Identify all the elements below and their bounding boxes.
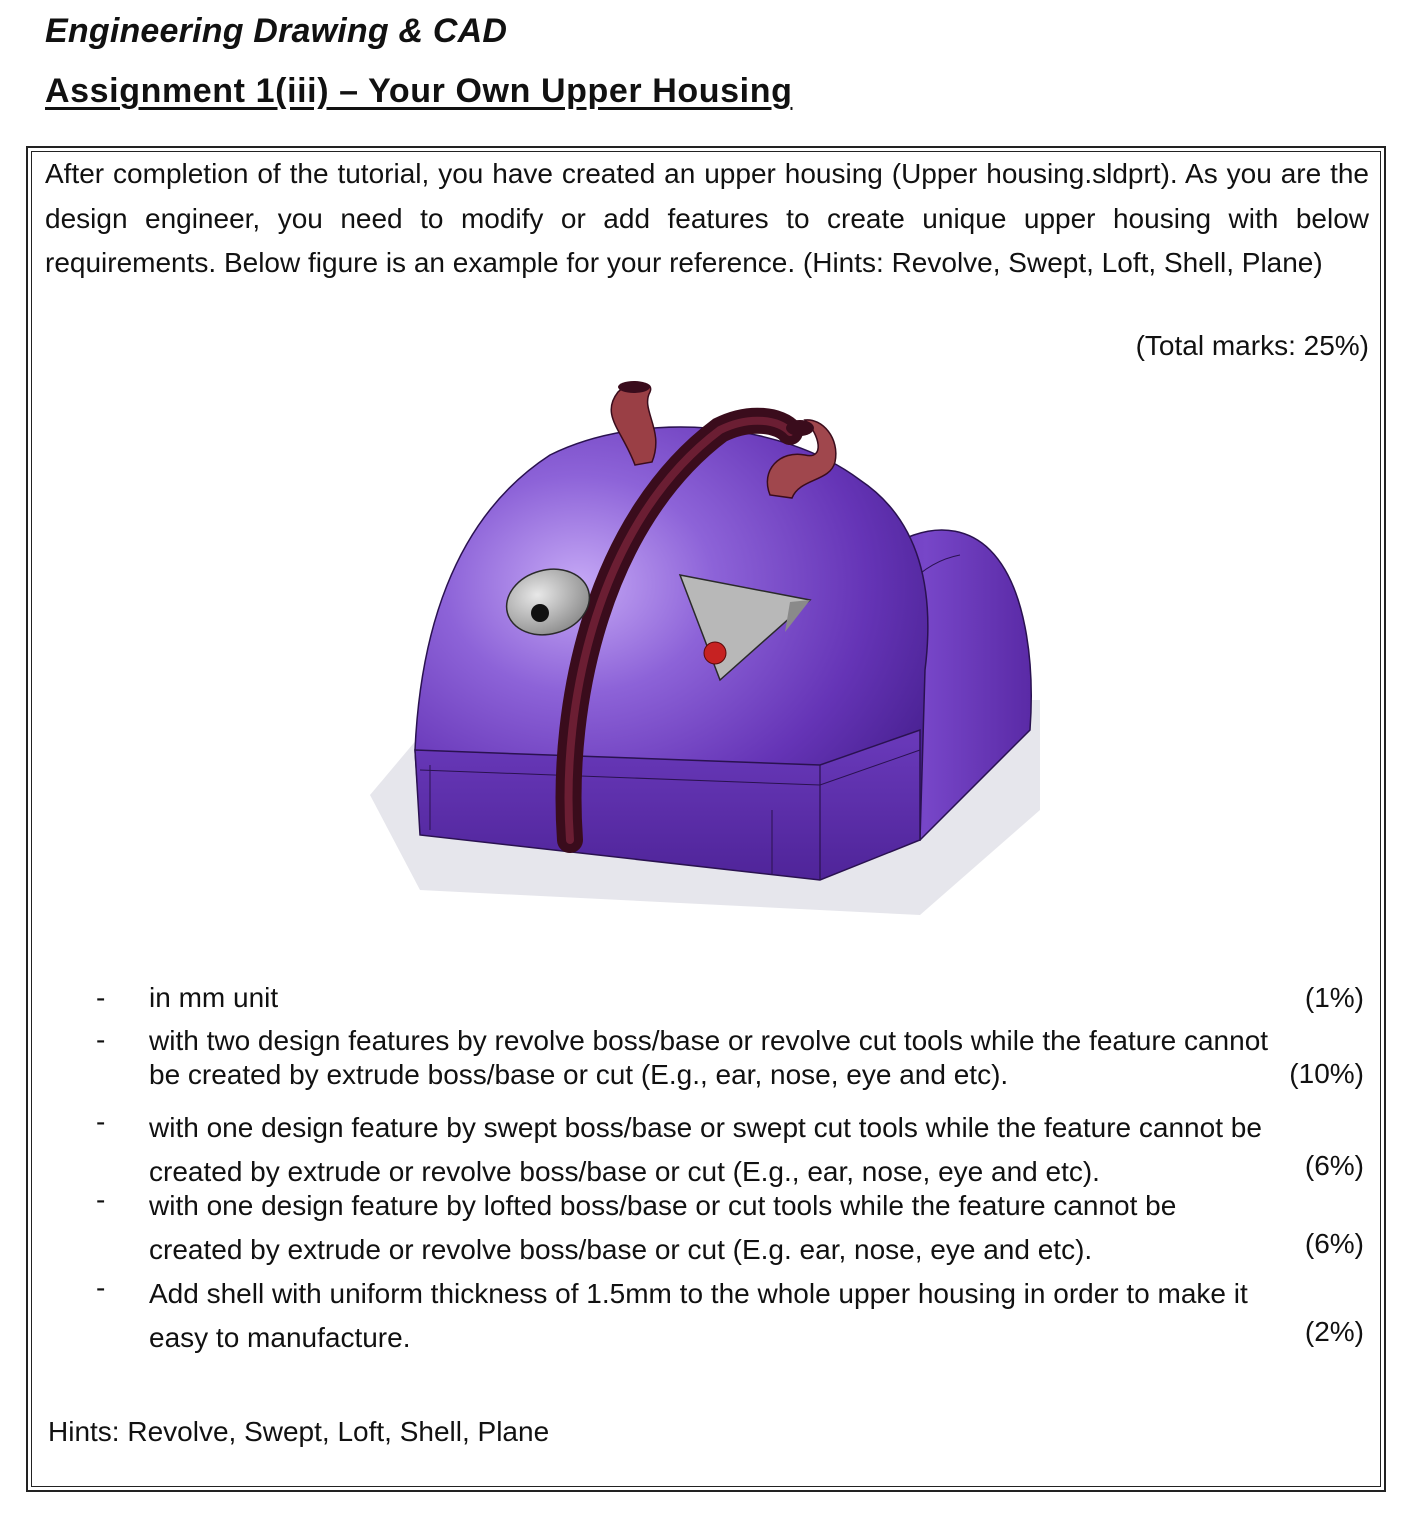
requirement-text bbox=[149, 1272, 1279, 1360]
bullet-dash: - bbox=[96, 1272, 106, 1303]
requirement-percent: (1%) bbox=[1304, 982, 1364, 1013]
requirement-text bbox=[149, 1024, 1279, 1092]
hints-line: Hints: Revolve, Swept, Loft, Shell, Plane bbox=[48, 1416, 550, 1447]
requirement-text: in mm unit bbox=[149, 982, 279, 1013]
bullet-dash: - bbox=[96, 1024, 106, 1055]
requirement-line-1: with one design feature by lofted boss/base or cut tools while the feature cannot be bbox=[149, 1190, 1177, 1221]
requirement-line-2: created by extrude or revolve boss/base or cut (E.g., ear, nose, eye and etc). bbox=[149, 1156, 1100, 1187]
requirement-line-1: Add shell with uniform thickness of 1.5mm to the whole upper housing in order to make it bbox=[149, 1278, 1248, 1309]
assignment-title: Assignment 1(iii) – Your Own Upper Housing bbox=[45, 72, 793, 110]
intro-paragraph: After completion of the tutorial, you have created an upper housing (Upper housing.sldprt). As you are the design engineer, you need to modify or add features to create unique upper housing with below requirements. Below figure is an example for your reference. (Hints: Revolve, Swept, Loft, Shell, Plane) bbox=[45, 158, 1369, 278]
bullet-dash: - bbox=[96, 1106, 106, 1137]
requirement-line-1: with one design feature by swept boss/base or swept cut tools while the feature cannot be bbox=[149, 1112, 1262, 1143]
total-marks: (Total marks: 25%) bbox=[1135, 330, 1369, 361]
requirement-line-1: with two design features by revolve boss/base or revolve cut tools while the feature cannot bbox=[149, 1025, 1269, 1056]
requirement-line-2: be created by extrude boss/base or cut (E.g., ear, nose, eye and etc). bbox=[149, 1059, 1009, 1090]
upper-housing-figure bbox=[360, 370, 1050, 940]
course-title: Engineering Drawing & CAD bbox=[45, 12, 508, 50]
nose-tip bbox=[704, 642, 726, 664]
requirement-percent: (6%) bbox=[1304, 1150, 1364, 1181]
requirement-line-2: easy to manufacture. bbox=[149, 1322, 411, 1353]
requirement-percent: (6%) bbox=[1304, 1228, 1364, 1259]
bullet-dash: - bbox=[96, 982, 106, 1013]
requirement-line-2: created by extrude or revolve boss/base or cut (E.g. ear, nose, eye and etc). bbox=[149, 1234, 1093, 1265]
pupil bbox=[531, 604, 549, 622]
requirement-text bbox=[149, 1184, 1279, 1272]
bullet-dash: - bbox=[96, 1184, 106, 1215]
requirement-percent: (2%) bbox=[1304, 1316, 1364, 1347]
requirement-percent: (10%) bbox=[1289, 1058, 1364, 1089]
requirement-text bbox=[149, 1106, 1279, 1194]
